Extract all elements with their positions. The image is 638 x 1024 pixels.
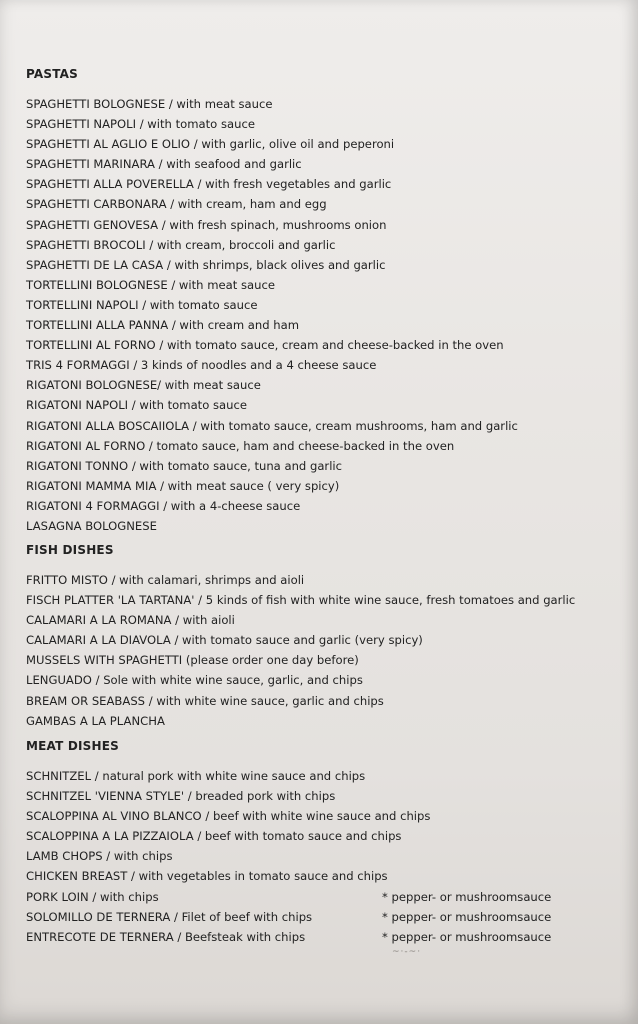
menu-item: TRIS 4 FORMAGGI / 3 kinds of noodles and a 4 cheese sauce — [26, 358, 377, 373]
menu-item: SCALOPPINA AL VINO BLANCO / beef with white wine sauce and chips — [26, 809, 431, 824]
menu-item: SPAGHETTI MARINARA / with seafood and garlic — [26, 157, 302, 172]
meat-list — [26, 766, 626, 947]
menu-item: SPAGHETTI CARBONARA / with cream, ham and egg — [26, 197, 327, 212]
menu-item: SPAGHETTI AL AGLIO E OLIO / with garlic, olive oil and peperoni — [26, 137, 395, 152]
menu-item: CALAMARI A LA DIAVOLA / with tomato sauce and garlic (very spicy) — [26, 633, 423, 648]
menu-item: RIGATONI MAMMA MIA / with meat sauce ( very spicy) — [26, 478, 340, 493]
menu-item: TORTELLINI NAPOLI / with tomato sauce — [26, 297, 258, 312]
menu-item: RIGATONI 4 FORMAGGI / with a 4-cheese sauce — [26, 498, 301, 513]
menu-item: CHICKEN BREAST / with vegetables in tomato sauce and chips — [26, 869, 388, 884]
menu-item: RIGATONI TONNO / with tomato sauce, tuna and garlic — [26, 458, 343, 473]
menu-item: SCHNITZEL / natural pork with white wine sauce and chips — [26, 769, 366, 783]
menu-item: RIGATONI ALLA BOSCAIIOLA / with tomato sauce, cream mushrooms, ham and garlic — [26, 418, 518, 433]
section-pastas — [26, 67, 626, 536]
menu-item: SPAGHETTI NAPOLI / with tomato sauce — [26, 117, 255, 132]
section-heading: MEAT DISHES — [26, 739, 120, 753]
menu-item-text: PORK LOIN / with chips — [26, 889, 159, 904]
menu-item: TORTELLINI BOLOGNESE / with meat sauce — [26, 277, 275, 292]
fish-list — [26, 570, 626, 731]
menu-item: SPAGHETTI ALLA POVERELLA / with fresh vegetables and garlic — [26, 177, 392, 192]
sauce-note: * pepper- or mushroomsauce — [382, 929, 552, 944]
menu-item: SPAGHETTI BROCOLI / with cream, broccoli and garlic — [26, 237, 336, 252]
menu-item: RIGATONI BOLOGNESE/ with meat sauce — [26, 378, 261, 393]
menu-item: FRITTO MISTO / with calamari, shrimps and aioli — [26, 573, 305, 587]
menu-item: MUSSELS WITH SPAGHETTI (please order one day before) — [26, 653, 359, 668]
menu-item: BREAM OR SEABASS / with white wine sauce, garlic and chips — [26, 693, 384, 708]
section-heading: PASTAS — [26, 67, 79, 81]
menu-item: TORTELLINI ALLA PANNA / with cream and ham — [26, 318, 300, 333]
menu-item — [26, 927, 626, 947]
menu-item: SPAGHETTI BOLOGNESE / with meat sauce — [26, 97, 273, 111]
menu-item: SCALOPPINA A LA PIZZAIOLA / beef with tomato sauce and chips — [26, 829, 402, 844]
menu-item: LASAGNA BOLOGNESE — [26, 518, 157, 533]
section-fish-dishes — [26, 543, 626, 731]
menu-item: SPAGHETTI DE LA CASA / with shrimps, black olives and garlic — [26, 257, 386, 272]
menu-item: RIGATONI AL FORNO / tomato sauce, ham and cheese-backed in the oven — [26, 438, 455, 453]
pastas-list — [26, 94, 626, 536]
menu-item: LENGUADO / Sole with white wine sauce, garlic, and chips — [26, 673, 363, 688]
sauce-note: * pepper- or mushroomsauce — [382, 909, 552, 924]
sauce-note: * pepper- or mushroomsauce — [382, 889, 552, 904]
faint-footer-mark: ~·-~· — [392, 947, 422, 957]
section-heading: FISH DISHES — [26, 543, 114, 557]
menu-item — [26, 887, 626, 907]
menu-item: RIGATONI NAPOLI / with tomato sauce — [26, 398, 247, 413]
menu-item-text: SOLOMILLO DE TERNERA / Filet of beef with chips — [26, 909, 313, 924]
menu-item: FISCH PLATTER 'LA TARTANA' / 5 kinds of fish with white wine sauce, fresh tomatoes and garlic — [26, 593, 576, 608]
menu-item: TORTELLINI AL FORNO / with tomato sauce, cream and cheese-backed in the oven — [26, 338, 504, 353]
menu-item: SCHNITZEL 'VIENNA STYLE' / breaded pork with chips — [26, 789, 336, 804]
section-meat-dishes — [26, 739, 626, 947]
menu-item: SPAGHETTI GENOVESA / with fresh spinach, mushrooms onion — [26, 217, 387, 232]
menu-item: LAMB CHOPS / with chips — [26, 849, 173, 864]
menu-item: GAMBAS A LA PLANCHA — [26, 713, 165, 728]
menu-item — [26, 907, 626, 927]
menu-item-text: ENTRECOTE DE TERNERA / Beefsteak with chips — [26, 929, 306, 944]
menu-item: CALAMARI A LA ROMANA / with aioli — [26, 613, 235, 628]
